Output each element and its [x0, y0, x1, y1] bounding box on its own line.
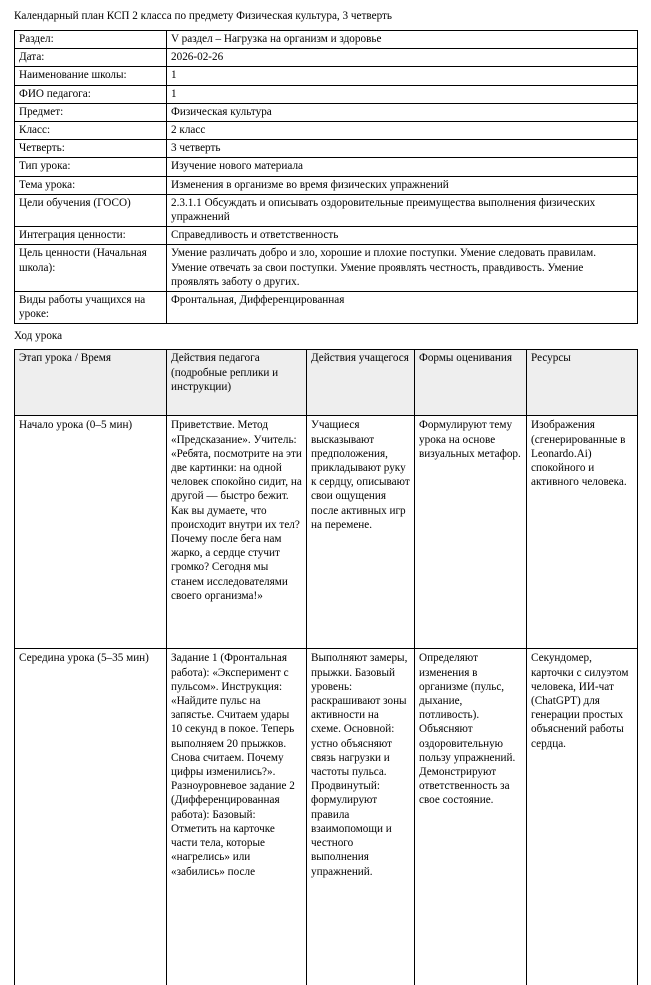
- assessment-forms-cell: Определяют изменения в организме (пульс, дыхание, потливость). Объясняют оздоровительную пользу упражнений. Демонстрируют ответственность за свое состояние.: [415, 649, 527, 985]
- table-row: [15, 49, 638, 67]
- info-value-cell: 2 класс: [167, 122, 638, 140]
- lesson-flow-heading: Ход урока: [14, 330, 63, 343]
- student-actions-cell: Выполняют замеры, прыжки. Базовый уровень: раскрашивают зоны активности на схеме. Основной: устно объясняют связь нагрузки и частоты пульса. Продвинутый: формулируют правила взаимопомощи и честного выполнения упражнений.: [307, 649, 415, 985]
- info-value-cell: 1: [167, 67, 638, 85]
- table-row: [15, 245, 638, 292]
- table-row: [15, 292, 638, 324]
- teacher-actions-cell: Приветствие. Метод «Предсказание». Учитель: «Ребята, посмотрите на эти две картинки: на одной человек спокойно сидит, на другой — быстро бежит. Как вы думаете, что происходит внутри их тел? Почему после бега нам жарко, а сердце стучит громко? Сегодня мы станем исследователями своего организма!»: [167, 416, 307, 649]
- info-label-cell: Тема урока:: [15, 176, 167, 194]
- column-header-stage: Этап урока / Время: [15, 350, 167, 416]
- table-row: [15, 31, 638, 49]
- stage-cell: Начало урока (0–5 мин): [15, 416, 167, 649]
- table-row: [15, 67, 638, 85]
- lesson-info-body: [15, 31, 638, 324]
- lesson-flow-body: [15, 416, 638, 985]
- table-row: [15, 649, 638, 985]
- resources-cell: Изображения (сгенерированные в Leonardo.Ai) спокойного и активного человека.: [527, 416, 638, 649]
- table-row: [15, 140, 638, 158]
- info-label-cell: ФИО педагога:: [15, 85, 167, 103]
- info-value-cell: Справедливость и ответственность: [167, 227, 638, 245]
- info-label-cell: Цели обучения (ГОСО): [15, 194, 167, 226]
- info-value-cell: Изучение нового материала: [167, 158, 638, 176]
- info-value-cell: 3 четверть: [167, 140, 638, 158]
- table-row: [15, 176, 638, 194]
- info-label-cell: Предмет:: [15, 103, 167, 121]
- table-header-row: [15, 350, 638, 416]
- table-row: [15, 85, 638, 103]
- info-value-cell: V раздел – Нагрузка на организм и здоровье: [167, 31, 638, 49]
- info-label-cell: Интеграция ценности:: [15, 227, 167, 245]
- info-label-cell: Раздел:: [15, 31, 167, 49]
- table-row: [15, 416, 638, 649]
- info-value-cell: Изменения в организме во время физических упражнений: [167, 176, 638, 194]
- column-header-resources: Ресурсы: [527, 350, 638, 416]
- info-label-cell: Класс:: [15, 122, 167, 140]
- info-label-cell: Наименование школы:: [15, 67, 167, 85]
- info-value-cell: Умение различать добро и зло, хорошие и плохие поступки. Умение следовать правилам. Умение отвечать за свои поступки. Умение проявлять честность, правдивость. Умение проявлять заботу о других.: [167, 245, 638, 292]
- table-row: [15, 103, 638, 121]
- info-label-cell: Четверть:: [15, 140, 167, 158]
- column-header-assessment-forms: Формы оценивания: [415, 350, 527, 416]
- student-actions-cell: Учащиеся высказывают предположения, прикладывают руку к сердцу, описывают свои ощущения после активных игр на перемене.: [307, 416, 415, 649]
- info-value-cell: Физическая культура: [167, 103, 638, 121]
- lesson-info-table: [14, 30, 638, 324]
- column-header-teacher-actions: Действия педагога (подробные реплики и инструкции): [167, 350, 307, 416]
- teacher-actions-cell: Задание 1 (Фронтальная работа): «Эксперимент с пульсом». Инструкция: «Найдите пульс на запястье. Считаем удары 10 секунд в покое. Теперь выполняем 20 прыжков. Снова считаем. Почему цифры изменились?». Разноуровневое задание 2 (Дифференцированная работа): Базовый: Отметить на карточке части тела, которые «нагрелись» или «забились» после: [167, 649, 307, 985]
- table-row: [15, 122, 638, 140]
- table-row: [15, 194, 638, 226]
- resources-cell: Секундомер, карточки с силуэтом человека, ИИ-чат (ChatGPT) для генерации простых объяснений работы сердца.: [527, 649, 638, 985]
- info-label-cell: Дата:: [15, 49, 167, 67]
- stage-cell: Середина урока (5–35 мин): [15, 649, 167, 985]
- info-value-cell: 1: [167, 85, 638, 103]
- info-label-cell: Цель ценности (Начальная школа):: [15, 245, 167, 292]
- assessment-forms-cell: Формулируют тему урока на основе визуальных метафор.: [415, 416, 527, 649]
- lesson-flow-table: [14, 349, 638, 985]
- column-header-student-actions: Действия учащегося: [307, 350, 415, 416]
- info-label-cell: Виды работы учащихся на уроке:: [15, 292, 167, 324]
- info-value-cell: 2026-02-26: [167, 49, 638, 67]
- info-value-cell: 2.3.1.1 Обсуждать и описывать оздоровительные преимущества выполнения физических упражнений: [167, 194, 638, 226]
- info-value-cell: Фронтальная, Дифференцированная: [167, 292, 638, 324]
- table-row: [15, 227, 638, 245]
- table-row: [15, 158, 638, 176]
- page-title: Календарный план КСП 2 класса по предмету Физическая культура, 3 четверть: [14, 10, 393, 22]
- info-label-cell: Тип урока:: [15, 158, 167, 176]
- lesson-flow-header: [15, 350, 638, 416]
